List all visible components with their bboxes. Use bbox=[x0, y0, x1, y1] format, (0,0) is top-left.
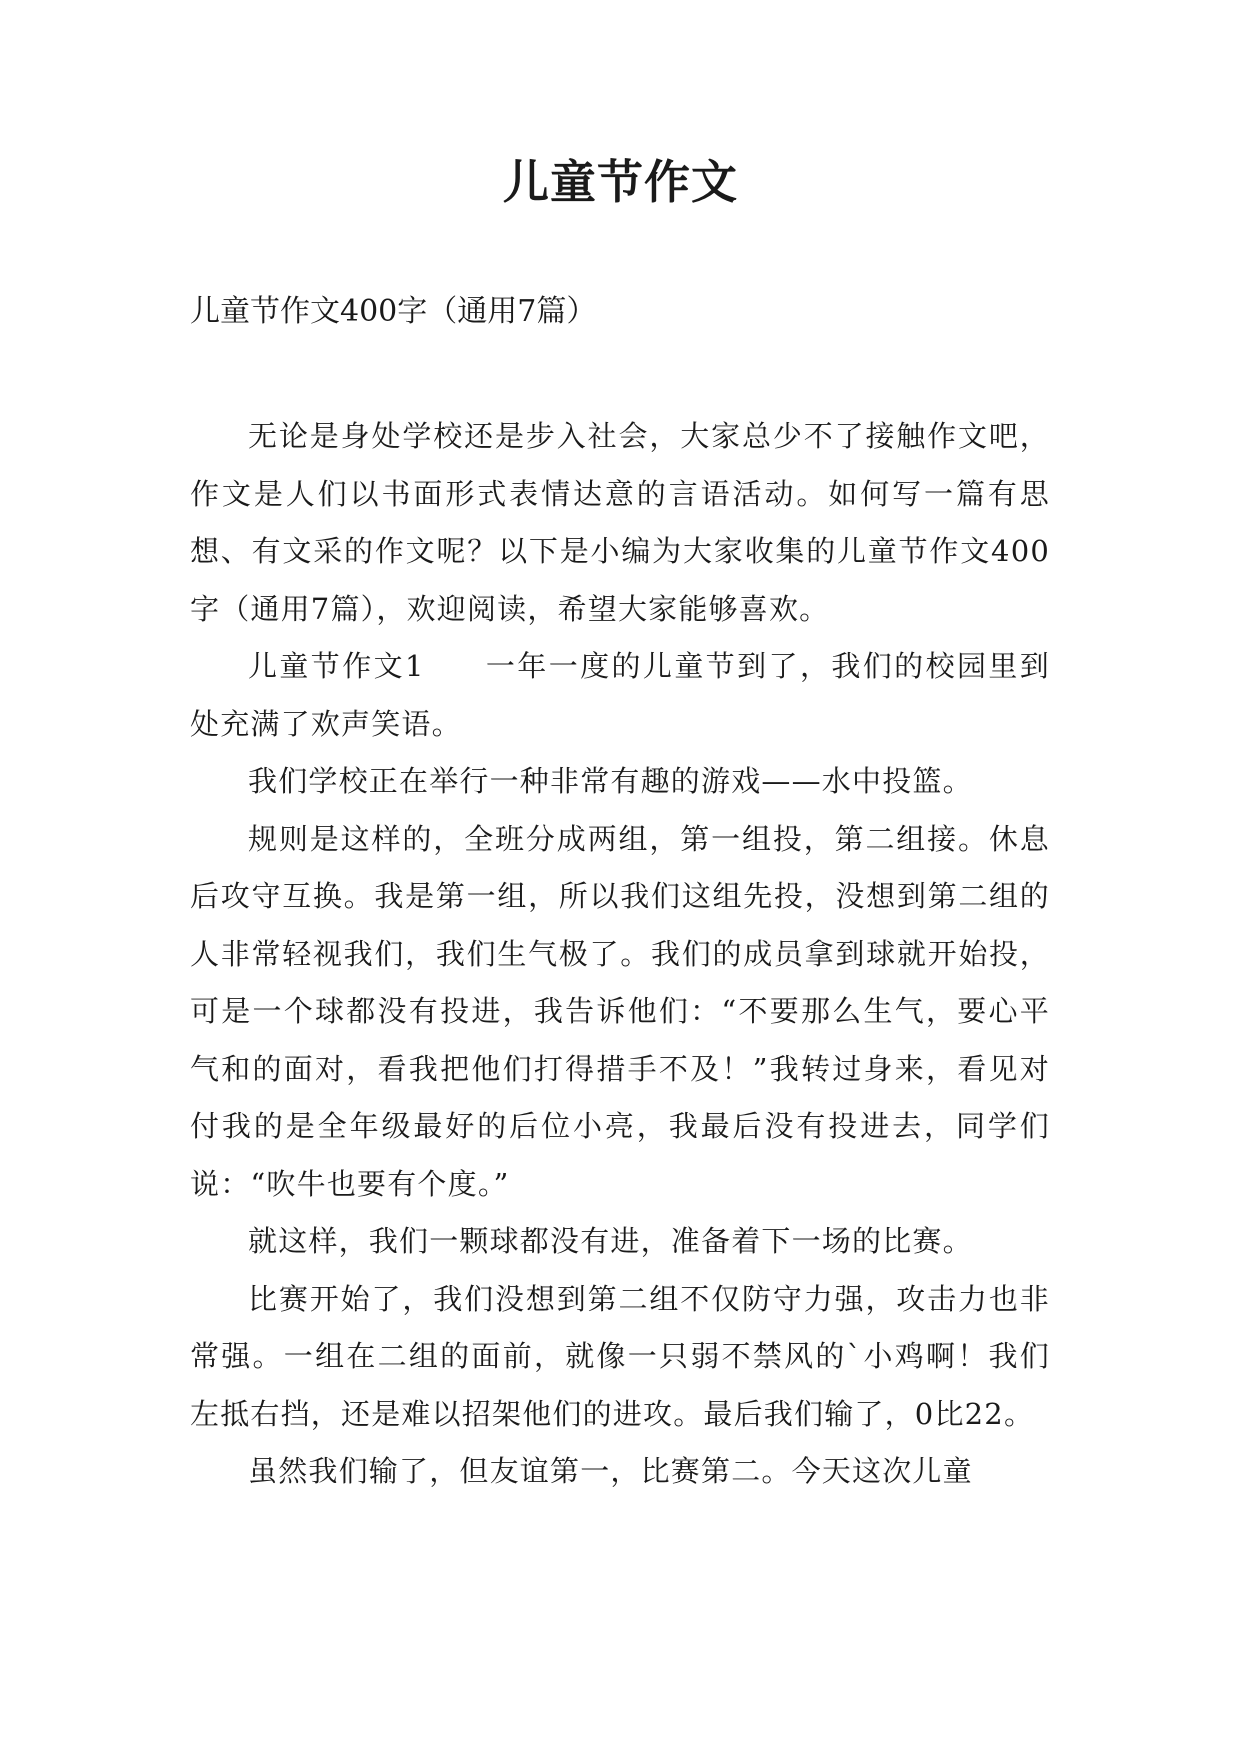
intro-paragraph: 无论是身处学校还是步入社会，大家总少不了接触作文吧，作文是人们以书面形式表情达意的言语活动。如何写一篇有思想、有文采的作文呢？以下是小编为大家收集的儿童节作文400字（通用7篇），欢迎阅读，希望大家能够喜欢。 bbox=[190, 419, 1050, 626]
essay-1-opening-paragraph bbox=[190, 638, 1050, 753]
essay-1-paragraph: 就这样，我们一颗球都没有进，准备着下一场的比赛。 bbox=[248, 1224, 973, 1258]
document-title: 儿童节作文 bbox=[503, 155, 738, 209]
essay-1-paragraph: 虽然我们输了，但友谊第一，比赛第二。今天这次儿童 bbox=[248, 1454, 973, 1488]
document-body bbox=[190, 408, 1050, 1501]
essay-1-paragraph: 比赛开始了，我们没想到第二组不仅防守力强，攻击力也非常强。一组在二组的面前，就像一只弱不禁风的`小鸡啊！我们左抵右挡，还是难以招架他们的进攻。最后我们输了，0比22。 bbox=[190, 1281, 1050, 1431]
document-subtitle: 儿童节作文400字（通用7篇） bbox=[190, 294, 597, 329]
essay-1-paragraph: 规则是这样的，全班分成两组，第一组投，第二组接。休息后攻守互换。我是第一组，所以我们这组先投，没想到第二组的人非常轻视我们，我们生气极了。我们的成员拿到球就开始投，可是一个球都没有投进，我告诉他们：“不要那么生气，要心平气和的面对，看我把他们打得措手不及！”我转过身来，看见对付我的是全年级最好的后位小亮，我最后没有投进去，同学们说：“吹牛也要有个度。” bbox=[190, 821, 1050, 1201]
essay-1-paragraph: 我们学校正在举行一种非常有趣的游戏——水中投篮。 bbox=[248, 764, 973, 798]
essay-1-heading: 儿童节作文1 bbox=[248, 649, 425, 683]
essay-1-opening: 一年一度的儿童节到了，我们的校园里到处充满了欢声笑语。 bbox=[190, 649, 1050, 741]
